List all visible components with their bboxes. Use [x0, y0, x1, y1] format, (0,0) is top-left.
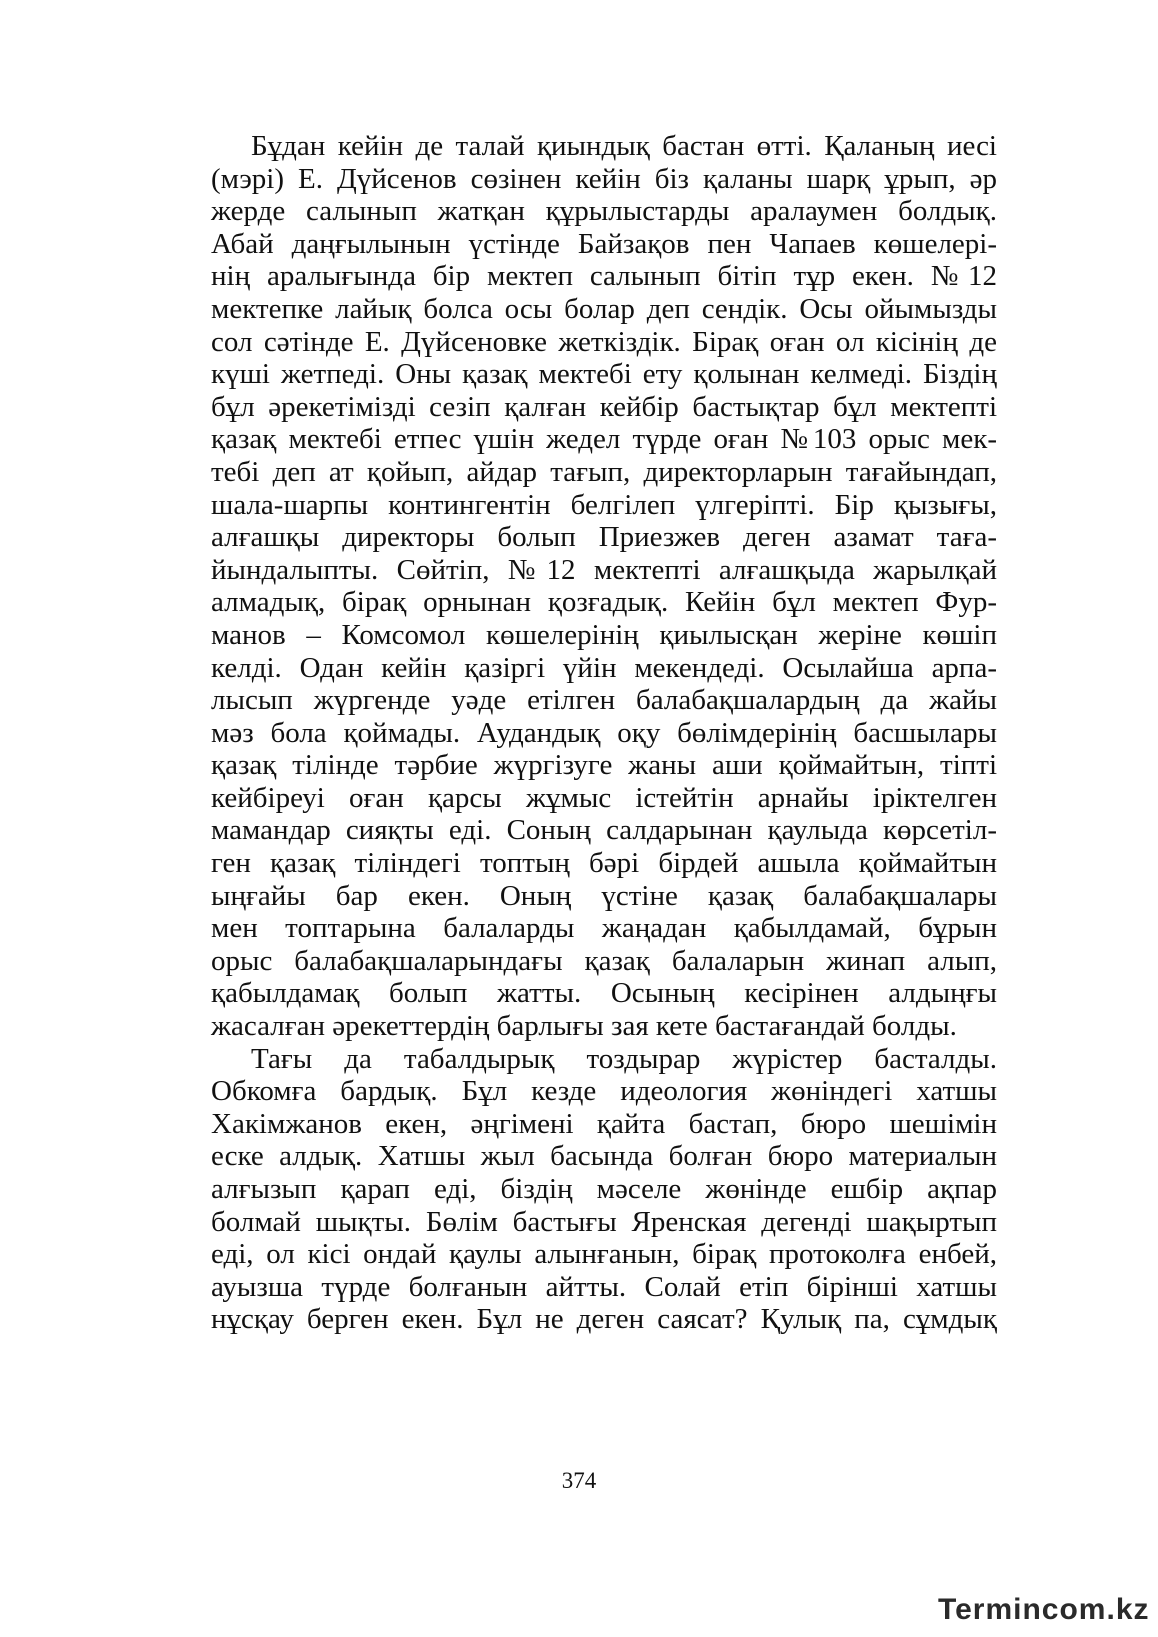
text-line: алғашқы директоры болып Приезжев деген азамат таға-: [211, 521, 997, 554]
text-line: мектепке лайық болса осы болар деп сендік. Осы ойымызды: [211, 292, 997, 325]
text-line: жасалған әрекеттердің барлығы зая кете бастағандай болды.: [211, 1010, 957, 1043]
paragraph-2: [211, 1043, 997, 1336]
text-line: ыңғайы бар екен. Оның үстіне қазақ балабақшалары: [211, 879, 997, 912]
text-line: тебі деп ат қойып, айдар тағып, директорларын тағайындап,: [211, 455, 997, 488]
text-line: (мэрі) Е. Дүйсенов сөзінен кейін біз қаланы шарқ ұрып, әр: [211, 162, 997, 195]
text-line: күші жетпеді. Оны қазақ мектебі ету қолынан келмеді. Біздің: [211, 358, 997, 391]
text-line: йындалыпты. Сөйтіп, №12 мектепті алғашқыда жарылқай: [211, 553, 997, 586]
paragraph-1: [211, 130, 997, 1043]
text-line: шала-шарпы контингентін белгілеп үлгеріпті. Бір қызығы,: [211, 488, 997, 521]
text-line: Тағы да табалдырық тоздырар жүрістер басталды.: [251, 1042, 997, 1075]
text-line: манов – Комсомол көшелерінің қиылысқан жеріне көшіп: [211, 618, 997, 651]
text-line: ауызша түрде болғанын айтты. Солай етіп бірінші хатшы: [211, 1270, 997, 1303]
text-line: жерде салынып жатқан құрылыстарды аралаумен болдық.: [211, 195, 997, 228]
text-line: қазақ мектебі етпес үшін жедел түрде оған №103 орыс мек-: [211, 423, 997, 456]
text-line: еді, ол кісі ондай қаулы алынғанын, бірақ протоколға енбей,: [211, 1238, 997, 1271]
text-line: алмадық, бірақ орнынан қозғадық. Кейін бұл мектеп Фур-: [211, 586, 997, 619]
text-line: Бұдан кейін де талай қиындық бастан өтті. Қаланың иесі: [251, 130, 997, 162]
text-line: болмай шықты. Бөлім бастығы Яренская дегенді шақыртып: [211, 1205, 997, 1238]
text-line: мен топтарына балаларды жаңадан қабылдамай, бұрын: [211, 912, 997, 945]
text-line: орыс балабақшаларындағы қазақ балаларын жинап алып,: [211, 944, 997, 977]
text-line: мәз бола қоймады. Аудандық оқу бөлімдерінің басшылары: [211, 716, 997, 749]
text-line: қабылдамақ болып жатты. Осының кесірінен алдыңғы: [211, 977, 997, 1010]
text-line: мамандар сияқты еді. Соның салдарынан қаулыда көрсетіл-: [211, 814, 997, 847]
text-line: нұсқау берген екен. Бұл не деген саясат? Қулық па, сұмдық: [211, 1303, 997, 1336]
text-line: лысып жүргенде уәде етілген балабақшалардың да жайы: [211, 684, 997, 717]
text-line: келді. Одан кейін қазіргі үйін мекендеді. Осылайша арпа-: [211, 651, 997, 684]
text-line: еске алдық. Хатшы жыл басында болған бюро материалын: [211, 1140, 997, 1173]
text-line: Обкомға бардық. Бұл кезде идеология жөніндегі хатшы: [211, 1075, 997, 1108]
site-watermark: [938, 1590, 1148, 1630]
text-line: қазақ тілінде тәрбие жүргізуге жаны аши қоймайтын, тіпті: [211, 749, 997, 782]
text-line: сол сәтінде Е. Дүйсеновке жеткіздік. Бірақ оған ол кісінің де: [211, 325, 997, 358]
text-line: бұл әрекетімізді сезіп қалған кейбір бастықтар бұл мектепті: [211, 390, 997, 423]
text-line: Хакімжанов екен, әңгімені қайта бастап, бюро шешімін: [211, 1107, 997, 1140]
body-text: [211, 130, 997, 1336]
watermark-text: Termincom.kz: [938, 1593, 1150, 1626]
text-line: кейбіреуі оған қарсы жұмыс істейтін арнайы іріктелген: [211, 781, 997, 814]
page-number: 374: [561, 1468, 597, 1493]
text-line: Абай даңғылынын үстінде Байзақов пен Чапаев көшелері-: [211, 227, 997, 260]
text-line: ген қазақ тіліндегі топтың бәрі бірдей ашыла қоймайтын: [211, 847, 997, 880]
text-line: алғызып қарап еді, біздің мәселе жөнінде ешбір ақпар: [211, 1173, 997, 1205]
text-line: нің аралығында бір мектеп салынып бітіп тұр екен. №12: [211, 260, 997, 293]
